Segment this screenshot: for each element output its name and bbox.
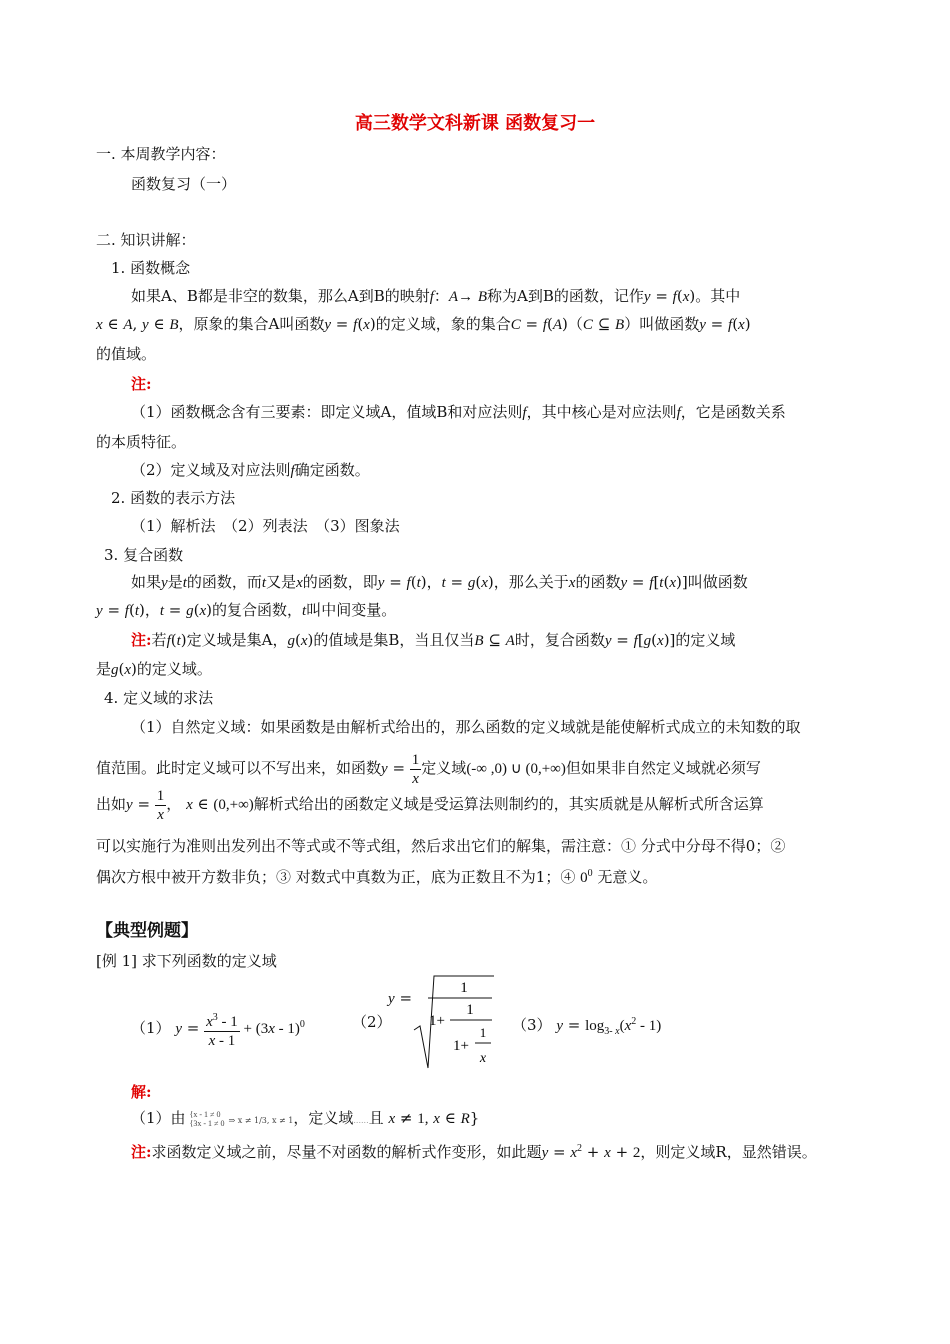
text: ，那么关于 — [493, 573, 569, 591]
text: 的函数，而 — [186, 573, 262, 591]
formula-3: （3） $y = \log_{3- x}(x^2 - 1)$ — [512, 1016, 662, 1037]
text: ，原象的集合A叫函数 — [178, 315, 325, 333]
text: 解析式给出的函数定义域是受运算法则制约的，其实质就是从解析式所含运算 — [253, 795, 764, 813]
text: 叫做函数 — [687, 573, 748, 591]
text: （2）定义域及对应法则 — [131, 461, 291, 479]
paragraph-4-line-3: 出如y = $\frac{1}{x}$ ， x ∈ (0,+∞)解析式给出的函数定义域是受运算法则制约的，其实质就是从解析式所含运算 — [96, 787, 764, 823]
text: ，定义域 — [293, 1109, 354, 1127]
paragraph-1-line-2: x ∈ A, y ∈ B，原象的集合A叫函数y = f(x)的定义域，象的集合C = f(A)（C ⊆ B）叫做函数y = f(x) — [96, 315, 751, 333]
section-heading-2: 二. 知识讲解： — [96, 231, 196, 249]
text: ，其中核心是对应法则 — [526, 403, 677, 421]
page-title: 高三数学文科新课 函数复习一 — [354, 113, 596, 134]
svg-text:x: x — [479, 1051, 487, 1066]
example-1-prompt: [例 1] 求下列函数的定义域 — [96, 952, 277, 970]
item-number: （3） — [512, 1016, 552, 1034]
section-body-1: 函数复习（一） — [131, 175, 237, 193]
text: 叫做函数 — [639, 315, 700, 333]
item-number-2: （2） — [352, 1013, 392, 1031]
text: 且 — [368, 1109, 384, 1127]
svg-text:1+: 1+ — [453, 1038, 469, 1054]
text: 的定义域，象的集合 — [375, 315, 511, 333]
section-heading-1: 一. 本周教学内容： — [96, 145, 226, 163]
text: 但如果非自然定义域就必须写 — [565, 759, 761, 777]
fraction: $\frac{x^3 - 1}{x - 1}$ — [204, 1009, 240, 1050]
text: 无意义。 — [597, 868, 658, 886]
paragraph-3-line-2: y = f(t)，t = g(x)的复合函数，t叫中间变量。 — [96, 601, 397, 619]
text: 求函数定义域之前，尽量不对函数的解析式作变形，如此题 — [151, 1143, 542, 1161]
text: 的复合函数， — [212, 601, 303, 619]
text: 的函数，即 — [302, 573, 378, 591]
note-3-line-1: 注:若f(t)定义域是集A，g(x)的值域是集B，当且仅当B ⊆ A时，复合函数y = f[g(x)]的定义域 — [131, 631, 736, 649]
paragraph-4-line-5: 偶次方根中被开方数非负；③ 对数式中真数为正，底为正数且不为1；④ $0^0$ 无意义。 — [96, 868, 658, 886]
text: 的值域是集B，当且仅当 — [313, 631, 475, 649]
paragraph-1-line-3: 的值域。 — [96, 345, 157, 363]
svg-text:1: 1 — [466, 1002, 474, 1018]
svg-text:1: 1 — [460, 980, 468, 996]
text: 定义域是集A， — [186, 631, 288, 649]
note-example: 注:求函数定义域之前，尽量不对函数的解析式作变形，如此题$y = x^2 + x + 2$，则定义域R，显然错误。 — [131, 1143, 817, 1161]
text: 的定义域 — [675, 631, 736, 649]
note-1-line-2: 的本质特征。 — [96, 433, 187, 451]
text: 时，复合函数 — [514, 631, 605, 649]
note-3-line-2: 是g(x)的定义域。 — [96, 660, 212, 678]
formula-2-y: y = — [388, 989, 413, 1007]
note-2: （2）定义域及对应法则f确定函数。 — [131, 461, 370, 479]
text: 如果 — [131, 573, 162, 591]
text: 称为A到B的函数，记作 — [487, 287, 644, 305]
methods-list: （1）解析法 （2）列表法 （3）图象法 — [131, 517, 400, 535]
text: （1）函数概念含有三要素：即定义域A，值域B和对应法则 — [131, 403, 523, 421]
subheading-4: 4. 定义域的求法 — [104, 689, 214, 707]
text: 是 — [96, 660, 112, 678]
svg-text:1+: 1+ — [429, 1013, 445, 1029]
text: （1）由 — [131, 1109, 186, 1127]
note-label: 注: — [131, 375, 152, 393]
text: 出如 — [96, 795, 127, 813]
note-label: 注: — [131, 1143, 152, 1161]
text: 的函数 — [575, 573, 621, 591]
text: 定义域 — [421, 759, 467, 777]
subheading-2: 2. 函数的表示方法 — [111, 489, 236, 507]
paragraph-4-line-1: （1）自然定义域：如果函数是由解析式给出的，那么函数的定义域就是能使解析式成立的未知数的取 — [131, 718, 801, 736]
paragraph-4-line-4: 可以实施行为准则出发列出不等式或不等式组，然后求出它们的解集，需注意：① 分式中分母不得0；② — [96, 837, 786, 855]
solution-label: 解: — [131, 1083, 152, 1101]
fraction: $\frac{1}{x}$ — [156, 787, 165, 823]
text: 叫中间变量。 — [306, 601, 397, 619]
text: 值范围。此时定义域可以不写出来，如函数 — [96, 759, 382, 777]
item-number: （1） — [131, 1019, 171, 1037]
note-label: 注: — [131, 631, 152, 649]
text: 偶次方根中被开方数非负；③ 对数式中真数为正，底为正数且不为1；④ — [96, 868, 576, 886]
text: 如果A、B都是非空的数集，那么A到B的映射 — [131, 287, 430, 305]
nested-radical — [412, 970, 496, 1072]
paragraph-3-line-1: 如果y是t的函数，而t又是x的函数，即y = f(t)，t = g(x)，那么关于x的函数y = f[t(x)]叫做函数 — [131, 573, 748, 591]
text: 的定义域。 — [136, 660, 212, 678]
text: 若 — [151, 631, 167, 649]
text: 确定函数。 — [294, 461, 370, 479]
paragraph-1-line-1: 如果A、B都是非空的数集，那么A到B的映射f：A→ B称为A到B的函数，记作y = f(x)。其中 — [131, 287, 741, 305]
subheading-1: 1. 函数概念 — [111, 259, 191, 277]
note-1-line-1: （1）函数概念含有三要素：即定义域A，值域B和对应法则f，其中核心是对应法则f，它是函数关系 — [131, 403, 786, 421]
formula-1: （1） y = $\frac{x^3 - 1}{x - 1}$ + (3x - 1)$^0$ — [131, 1000, 305, 1050]
text: ，则定义域R，显然错误。 — [640, 1143, 817, 1161]
text: 又是 — [266, 573, 297, 591]
text: 。其中 — [695, 287, 741, 305]
paragraph-4-line-2: 值范围。此时定义域可以不写出来，如函数y = $\frac{1}{x}$ 定义域(-∞ ,0) ∪ (0,+∞)但如果非自然定义域就必须写 — [96, 751, 761, 787]
text: ，它是函数关系 — [680, 403, 786, 421]
svg-text:1: 1 — [479, 1025, 487, 1040]
examples-heading: 【典型例题】 — [96, 921, 198, 941]
solution-1: （1）由 {x - 1 ≠ 0 {3x - 1 ≠ 0 ⇒ x ≠ 1/3, x ≠ 1，定义域......且 x ≠ 1, x ∈ R} — [131, 1109, 480, 1128]
text: 是 — [167, 573, 183, 591]
fraction: $\frac{1}{x}$ — [411, 751, 420, 787]
subheading-3: 3. 复合函数 — [104, 546, 184, 564]
